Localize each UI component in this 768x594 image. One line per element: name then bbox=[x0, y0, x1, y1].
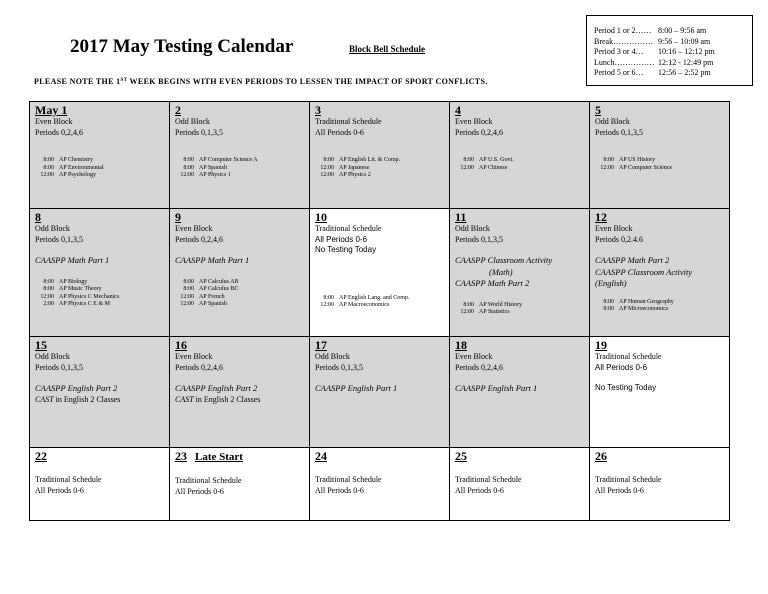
exam-item bbox=[315, 302, 445, 310]
calendar-day-may-18 bbox=[450, 337, 590, 448]
block-type: Odd Block bbox=[35, 352, 70, 361]
caaspp-test: CAASPP Math Part 2 bbox=[595, 255, 670, 265]
block-type: Traditional Schedule bbox=[35, 475, 102, 484]
caaspp-test: CAASPP English Part 2 bbox=[175, 383, 258, 393]
cast-note bbox=[35, 395, 165, 406]
periods: Periods 0,2,4,6 bbox=[175, 234, 223, 244]
bell-row bbox=[594, 68, 752, 79]
exam-time: 8:00 bbox=[183, 286, 194, 293]
caaspp-test: CAASPP Classroom Activity bbox=[595, 266, 693, 277]
exam-item bbox=[175, 279, 305, 287]
exam-time: 2:00 bbox=[43, 301, 54, 308]
block-type: Traditional Schedule bbox=[455, 475, 522, 484]
exam-item bbox=[595, 157, 725, 165]
exam-list bbox=[595, 157, 725, 172]
exam-name: AP French bbox=[199, 293, 225, 300]
day-number: 26 bbox=[595, 449, 607, 463]
periods: All Periods 0-6 bbox=[315, 127, 364, 137]
periods: Periods 0,1,3,5 bbox=[35, 234, 83, 244]
exam-list bbox=[175, 279, 305, 309]
exam-list bbox=[315, 295, 445, 310]
exam-time: 12:00 bbox=[320, 172, 334, 179]
week-note bbox=[34, 77, 488, 86]
bell-period-time: 8:00 – 9:56 am bbox=[658, 26, 707, 35]
exam-name: AP World History bbox=[479, 301, 523, 308]
calendar-day-may-3 bbox=[310, 102, 450, 209]
calendar-day-may-9 bbox=[170, 209, 310, 337]
late-start-label: Late Start bbox=[195, 451, 243, 463]
bell-period-label: Lunch…………… bbox=[594, 57, 655, 67]
exam-time: 8:00 bbox=[603, 298, 614, 305]
caaspp-test: CAASPP English Part 1 bbox=[315, 383, 398, 393]
bell-period-label: Period 5 or 6… bbox=[594, 68, 644, 78]
exam-name: AP Spanish bbox=[199, 301, 227, 308]
exam-time: 8:00 bbox=[43, 164, 54, 171]
day-number: 18 bbox=[455, 338, 467, 352]
exam-name: AP Calculus BC bbox=[199, 286, 239, 293]
block-type: Even Block bbox=[35, 117, 73, 126]
cast-label: CAST bbox=[35, 394, 54, 404]
bell-period-label: Break…………… bbox=[594, 36, 654, 46]
exam-time: 8:00 bbox=[43, 286, 54, 293]
exam-item bbox=[595, 299, 725, 307]
exam-name: AP Physics C E & M bbox=[59, 301, 110, 308]
exam-item bbox=[35, 294, 165, 302]
calendar-day-may-2 bbox=[170, 102, 310, 209]
bell-row bbox=[594, 47, 752, 58]
bell-row bbox=[594, 58, 752, 69]
day-number: 11 bbox=[455, 210, 467, 224]
exam-time: 12:00 bbox=[320, 164, 334, 171]
exam-item bbox=[455, 165, 585, 173]
day-number: 9 bbox=[175, 210, 181, 224]
day-number: 4 bbox=[455, 103, 461, 117]
exam-time: 8:00 bbox=[603, 157, 614, 163]
bell-period-time: 12:12 - 12:49 pm bbox=[658, 57, 714, 67]
bell-row bbox=[594, 26, 752, 37]
exam-time: 8:00 bbox=[43, 278, 54, 285]
exam-list bbox=[595, 299, 725, 314]
block-bell-schedule-link[interactable]: Block Bell Schedule bbox=[349, 44, 426, 54]
cast-label: CAST bbox=[175, 394, 194, 404]
periods: All Periods 0-6 bbox=[595, 362, 648, 372]
day-number: 5 bbox=[595, 103, 601, 117]
periods: All Periods 0-6 bbox=[455, 485, 504, 495]
block-type: Even Block bbox=[175, 352, 213, 361]
exam-list bbox=[35, 157, 165, 180]
calendar-day-may-4 bbox=[450, 102, 590, 209]
calendar-week bbox=[30, 448, 730, 521]
exam-time: 8:00 bbox=[183, 157, 194, 163]
exam-time: 8:00 bbox=[323, 157, 334, 163]
exam-name: AP Japanese bbox=[339, 164, 370, 171]
day-number: 22 bbox=[35, 449, 47, 463]
exam-name: AP Physics 1 bbox=[199, 172, 231, 179]
periods: Periods 0,1,3,5 bbox=[315, 362, 363, 372]
cast-detail: in English 2 Classes bbox=[53, 394, 121, 404]
testing-calendar bbox=[29, 101, 730, 521]
bell-row bbox=[594, 37, 752, 48]
exam-name: AP Chemistry bbox=[59, 157, 93, 163]
exam-name: AP Calculus AB bbox=[199, 278, 239, 285]
exam-name: AP Human Geography bbox=[619, 298, 674, 305]
exam-name: AP English Lit. & Comp. bbox=[339, 157, 401, 163]
block-type: Even Block bbox=[455, 352, 493, 361]
day-number: 25 bbox=[455, 449, 467, 463]
exam-item bbox=[35, 172, 165, 180]
exam-item bbox=[35, 286, 165, 294]
day-number-row bbox=[175, 450, 305, 464]
calendar-day-may-17 bbox=[310, 337, 450, 448]
day-number: 3 bbox=[315, 103, 321, 117]
day-number: May 1 bbox=[35, 103, 68, 117]
block-type: Odd Block bbox=[35, 224, 70, 233]
exam-list bbox=[315, 157, 445, 180]
exam-list bbox=[455, 302, 585, 317]
no-testing-note: No Testing Today bbox=[595, 383, 657, 392]
periods: Periods 0,1,3,5 bbox=[175, 127, 223, 137]
periods: Periods 0,1,3,5 bbox=[35, 362, 83, 372]
calendar-day-may-22 bbox=[30, 448, 170, 521]
day-number: 8 bbox=[35, 210, 41, 224]
block-type: Traditional Schedule bbox=[595, 352, 662, 361]
exam-item bbox=[175, 301, 305, 309]
block-type: Even Block bbox=[595, 224, 633, 233]
exam-item bbox=[455, 309, 585, 317]
caaspp-test: CAASPP Math Part 1 bbox=[175, 255, 250, 265]
calendar-day-may-26 bbox=[590, 448, 730, 521]
exam-name: AP Spanish bbox=[199, 164, 227, 171]
exam-time: 12:00 bbox=[460, 309, 474, 316]
exam-item bbox=[35, 279, 165, 287]
calendar-day-may-10 bbox=[310, 209, 450, 337]
bell-period-time: 9:56 – 10:09 am bbox=[658, 36, 711, 46]
no-testing-note: No Testing Today bbox=[315, 245, 377, 254]
periods: Periods 0,2,4,6 bbox=[175, 362, 223, 372]
bell-period-time: 12:56 – 2:52 pm bbox=[658, 68, 711, 78]
exam-list bbox=[35, 279, 165, 309]
day-number: 23 bbox=[175, 449, 187, 463]
exam-name: AP Chinese bbox=[479, 164, 508, 171]
exam-time: 12:00 bbox=[40, 172, 54, 179]
block-type: Odd Block bbox=[315, 352, 350, 361]
exam-time: 8:00 bbox=[183, 278, 194, 285]
week-note-post: WEEK BEGINS WITH EVEN PERIODS TO LESSEN THE IMPACT OF SPORT CONFLICTS. bbox=[127, 77, 488, 86]
periods: Periods 0,1,3,5 bbox=[595, 127, 643, 137]
bell-schedule-box bbox=[586, 15, 753, 86]
exam-time: 12:00 bbox=[180, 293, 194, 300]
exam-item bbox=[455, 302, 585, 310]
exam-name: AP U.S. Govt. bbox=[479, 157, 514, 163]
exam-item bbox=[315, 295, 445, 303]
exam-name: AP Environmental bbox=[59, 164, 104, 171]
exam-item bbox=[175, 294, 305, 302]
week-note-pre: PLEASE NOTE THE 1 bbox=[34, 77, 121, 86]
exam-time: 12:00 bbox=[460, 164, 474, 171]
block-type: Odd Block bbox=[175, 117, 210, 126]
block-type: Traditional Schedule bbox=[315, 475, 382, 484]
exam-name: AP Biology bbox=[59, 278, 88, 285]
exam-name: AP Physics 2 bbox=[339, 172, 371, 179]
calendar-day-may-25 bbox=[450, 448, 590, 521]
day-number: 16 bbox=[175, 338, 187, 352]
periods: Periods 0,1,3,5 bbox=[455, 234, 503, 244]
day-number: 12 bbox=[595, 210, 607, 224]
block-type: Traditional Schedule bbox=[175, 476, 242, 485]
week-note-sup: ST bbox=[120, 78, 128, 83]
caaspp-test: CAASPP English Part 2 bbox=[35, 383, 118, 393]
exam-name: AP Computer Science A bbox=[199, 157, 258, 163]
periods: Periods 0,2,4,6 bbox=[455, 362, 503, 372]
day-number: 2 bbox=[175, 103, 181, 117]
calendar-day-may-11 bbox=[450, 209, 590, 337]
exam-name: AP Statistics bbox=[479, 309, 510, 316]
day-number: 24 bbox=[315, 449, 327, 463]
exam-item bbox=[315, 165, 445, 173]
exam-time: 8:00 bbox=[463, 157, 474, 163]
exam-name: AP US History bbox=[619, 157, 656, 163]
caaspp-test-subject: (English) bbox=[595, 278, 627, 288]
exam-name: AP Macroeconomics bbox=[339, 302, 390, 309]
periods: Periods 0,2,4,6 bbox=[455, 127, 503, 137]
exam-name: AP Music Theory bbox=[59, 286, 102, 293]
exam-name: AP Computer Science bbox=[619, 164, 673, 171]
exam-item bbox=[175, 157, 305, 165]
day-number: 15 bbox=[35, 338, 47, 352]
exam-time: 8:00 bbox=[323, 294, 334, 301]
block-type: Even Block bbox=[455, 117, 493, 126]
exam-time: 8:00 bbox=[183, 164, 194, 171]
exam-time: 12:00 bbox=[180, 172, 194, 179]
caaspp-test: CAASPP Math Part 2 bbox=[455, 278, 530, 288]
block-type: Traditional Schedule bbox=[595, 475, 662, 484]
periods: All Periods 0-6 bbox=[315, 234, 368, 244]
exam-item bbox=[175, 286, 305, 294]
exam-time: 12:00 bbox=[320, 302, 334, 309]
caaspp-test: CAASPP Classroom Activity bbox=[455, 255, 553, 265]
exam-item bbox=[315, 157, 445, 165]
periods: All Periods 0-6 bbox=[35, 485, 84, 495]
exam-time: 8:00 bbox=[463, 301, 474, 308]
calendar-day-may-12 bbox=[590, 209, 730, 337]
calendar-week bbox=[30, 337, 730, 448]
caaspp-test: CAASPP English Part 1 bbox=[455, 383, 538, 393]
calendar-day-may-19 bbox=[590, 337, 730, 448]
day-number: 19 bbox=[595, 338, 607, 352]
page-title: 2017 May Testing Calendar bbox=[70, 36, 294, 57]
block-type: Traditional Schedule bbox=[315, 224, 382, 233]
periods: All Periods 0-6 bbox=[175, 486, 224, 496]
exam-item bbox=[35, 165, 165, 173]
exam-item bbox=[595, 306, 725, 314]
calendar-day-may-8 bbox=[30, 209, 170, 337]
exam-item bbox=[315, 172, 445, 180]
block-type: Traditional Schedule bbox=[315, 117, 382, 126]
bell-period-label: Period 1 or 2…… bbox=[594, 26, 652, 35]
exam-time: 12:00 bbox=[600, 164, 614, 171]
calendar-week bbox=[30, 102, 730, 209]
periods: Periods 0,2,4,6 bbox=[35, 127, 83, 137]
block-type: Odd Block bbox=[595, 117, 630, 126]
day-number: 10 bbox=[315, 210, 327, 224]
exam-name: AP Physics C Mechanics bbox=[59, 293, 120, 300]
bell-period-label: Period 3 or 4… bbox=[594, 47, 644, 57]
caaspp-test: CAASPP Math Part 1 bbox=[35, 255, 110, 265]
periods: All Periods 0-6 bbox=[595, 485, 644, 495]
exam-time: 12:00 bbox=[40, 293, 54, 300]
calendar-day-may-1 bbox=[30, 102, 170, 209]
exam-item bbox=[175, 165, 305, 173]
exam-list bbox=[175, 157, 305, 180]
exam-item bbox=[35, 301, 165, 309]
periods: All Periods 0-6 bbox=[315, 485, 364, 495]
exam-name: AP Psychology bbox=[59, 172, 96, 179]
bell-period-time: 10:16 – 12:12 pm bbox=[658, 47, 715, 57]
exam-name: AP Microeconomics bbox=[619, 306, 669, 313]
calendar-day-may-23 bbox=[170, 448, 310, 521]
exam-list bbox=[455, 157, 585, 172]
exam-time: 8:00 bbox=[43, 157, 54, 163]
exam-time: 12:00 bbox=[180, 301, 194, 308]
exam-time: 8:00 bbox=[603, 306, 614, 313]
calendar-day-may-24 bbox=[310, 448, 450, 521]
calendar-day-may-5 bbox=[590, 102, 730, 209]
calendar-day-may-15 bbox=[30, 337, 170, 448]
calendar-week bbox=[30, 209, 730, 337]
periods: Periods 0,2.4.6 bbox=[595, 234, 643, 244]
cast-detail: in English 2 Classes bbox=[193, 394, 261, 404]
cast-note bbox=[175, 395, 305, 406]
calendar-day-may-16 bbox=[170, 337, 310, 448]
exam-item bbox=[455, 157, 585, 165]
block-type: Odd Block bbox=[455, 224, 490, 233]
exam-item bbox=[35, 157, 165, 165]
day-number: 17 bbox=[315, 338, 327, 352]
exam-item bbox=[595, 165, 725, 173]
block-type: Even Block bbox=[175, 224, 213, 233]
exam-name: AP English Lang. and Comp. bbox=[339, 294, 410, 301]
exam-item bbox=[175, 172, 305, 180]
caaspp-test-subject: (Math) bbox=[489, 266, 513, 277]
